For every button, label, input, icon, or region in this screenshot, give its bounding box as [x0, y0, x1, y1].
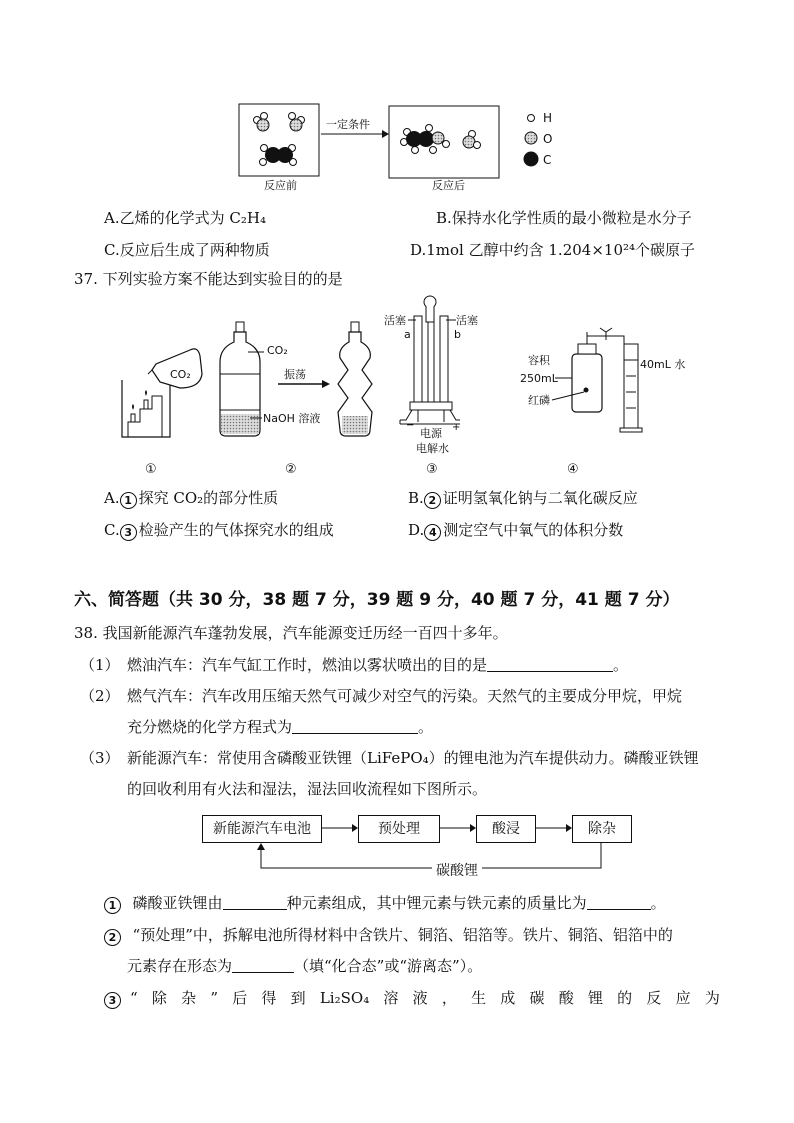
q38-part3-line2: 的回收利用有火法和湿法，湿法回收流程如下图所示。 — [127, 780, 488, 798]
fig2-co2-label: CO₂ — [267, 344, 288, 357]
flow-box-impurity: 除杂 — [572, 815, 632, 843]
fig2-bottles — [220, 322, 372, 436]
q36-option-a[interactable]: A.乙烯的化学式为 C₂H₄ — [104, 209, 266, 227]
fig3-electrolysis — [384, 296, 478, 455]
q37-option-c[interactable]: C. 3 检验产生的气体探究水的组成 — [104, 521, 334, 539]
svg-text:−: − — [406, 420, 415, 431]
q36-option-d[interactable]: D.1mol 乙醇中约含 1.204×10²⁴个碳原子 — [410, 241, 696, 259]
legend-h: H — [543, 111, 553, 125]
ethanol-molecule — [401, 125, 450, 154]
water-molecule — [463, 131, 481, 149]
flow-box-pretreat: 预处理 — [358, 815, 440, 843]
q37-option-a[interactable]: A. 1 探究 CO₂的部分性质 — [104, 489, 279, 507]
q36-option-c[interactable]: C.反应后生成了两种物质 — [104, 241, 270, 259]
fig2-arrow-label: 振荡 — [284, 368, 306, 381]
q38-sub2-line1: 2 “预处理”中，拆解电池所得材料中含铁片、铜箔、铝箔等。铁片、铜箔、铝箔中的 — [104, 925, 673, 946]
legend-o: O — [543, 132, 553, 146]
answer-blank[interactable] — [223, 895, 287, 910]
legend-o-icon — [525, 132, 537, 144]
fig3-valve-right: 活塞 — [456, 314, 478, 327]
answer-blank[interactable] — [587, 895, 651, 910]
after-label: 反应后 — [432, 179, 465, 192]
q38-part2-line1: 燃气汽车：汽车改用压缩天然气可减少对空气的污染。天然气的主要成分甲烷，甲烷 — [127, 687, 683, 705]
ethylene-molecule — [260, 145, 297, 166]
q38-part2-line2: 充分燃烧的化学方程式为 。 — [127, 718, 434, 736]
fig-num-4: ④ — [567, 462, 579, 477]
fig2-naoh-label: NaOH 溶液 — [263, 412, 321, 425]
circled-number: 2 — [104, 929, 121, 946]
reaction-figure — [230, 98, 570, 194]
fig4-250ml: 250mL — [520, 372, 558, 385]
fig3-a: a — [404, 328, 411, 341]
circled-number: 4 — [424, 524, 441, 541]
q38-part1: 燃油汽车：汽车气缸工作时，燃油以雾状喷出的目的是 。 — [127, 656, 629, 674]
q37-option-b[interactable]: B. 2 证明氢氧化钠与二氧化碳反应 — [408, 489, 638, 507]
fig4-phosphorus: 红磷 — [528, 394, 550, 407]
q38-part2-number: （2） — [80, 687, 120, 705]
fig3-source-label: 电源 — [420, 427, 442, 440]
circled-number: 1 — [104, 897, 121, 914]
q38-sub3 — [104, 988, 123, 1009]
q36-option-b[interactable]: B.保持水化学性质的最小微粒是水分子 — [436, 209, 692, 227]
q38-stem: 38. 我国新能源汽车蓬勃发展，汽车能源变迁历经一百四十多年。 — [74, 624, 508, 642]
q38-sub1: 1 磷酸亚铁锂由 种元素组成，其中锂元素与铁元素的质量比为 。 — [104, 893, 666, 914]
before-label: 反应前 — [264, 179, 297, 192]
legend-c: C — [543, 153, 552, 167]
experiment-figures — [100, 292, 710, 480]
legend-h-icon — [528, 115, 535, 122]
fig3-b: b — [454, 328, 461, 341]
fig1-co2-candles — [122, 349, 202, 437]
flow-box-acid-leach: 酸浸 — [476, 815, 536, 843]
q38-part3-number: （3） — [80, 749, 120, 767]
q38-part3-line1: 新能源汽车：常使用含磷酸亚铁锂（LiFePO₄）的锂电池为汽车提供动力。磷酸亚铁锂 — [127, 749, 699, 767]
circled-number: 2 — [424, 492, 441, 509]
flow-arrows — [200, 810, 640, 880]
answer-blank[interactable] — [232, 958, 294, 973]
condition-label: 一定条件 — [326, 118, 370, 131]
circled-number: 3 — [104, 992, 121, 1009]
fig4-oxygen-test — [520, 328, 685, 432]
fig3-valve-left: 活塞 — [384, 314, 406, 327]
flow-box-battery: 新能源汽车电池 — [202, 815, 322, 843]
flow-back-label: 碳酸锂 — [432, 860, 482, 880]
fig3-title: 电解水 — [416, 442, 449, 455]
fig1-co2-label: CO₂ — [170, 368, 191, 381]
before-box — [239, 104, 319, 176]
svg-text:+: + — [452, 422, 461, 433]
legend-c-icon — [524, 152, 539, 167]
circled-number: 3 — [120, 524, 137, 541]
answer-blank[interactable] — [487, 657, 613, 672]
fig4-volume-label: 容积 — [528, 354, 550, 367]
section-heading: 六、简答题（共 30 分，38 题 7 分，39 题 9 分，40 题 7 分，41 题 7 分） — [74, 590, 680, 610]
q37-stem: 37. 下列实验方案不能达到实验目的的是 — [74, 270, 343, 288]
q37-option-d[interactable]: D. 4 测定空气中氧气的体积分数 — [408, 521, 624, 539]
fig-num-2: ② — [285, 462, 297, 477]
fig4-water: 40mL 水 — [640, 358, 686, 371]
answer-blank[interactable] — [292, 719, 418, 734]
water-molecule — [254, 113, 270, 132]
q38-part1-number: （1） — [80, 656, 120, 674]
water-molecule — [289, 113, 305, 132]
circled-number: 1 — [120, 492, 137, 509]
fig-num-3: ③ — [426, 462, 438, 477]
q38-sub3-text: “ 除 杂 ” 后 得 到 Li₂SO₄ 溶 液 ， 生 成 碳 酸 锂 的 反 应 为 — [130, 989, 720, 1007]
q38-sub2-line2: 元素存在形态为 （填“化合态”或“游离态”）。 — [127, 957, 483, 975]
fig-num-1: ① — [145, 462, 157, 477]
